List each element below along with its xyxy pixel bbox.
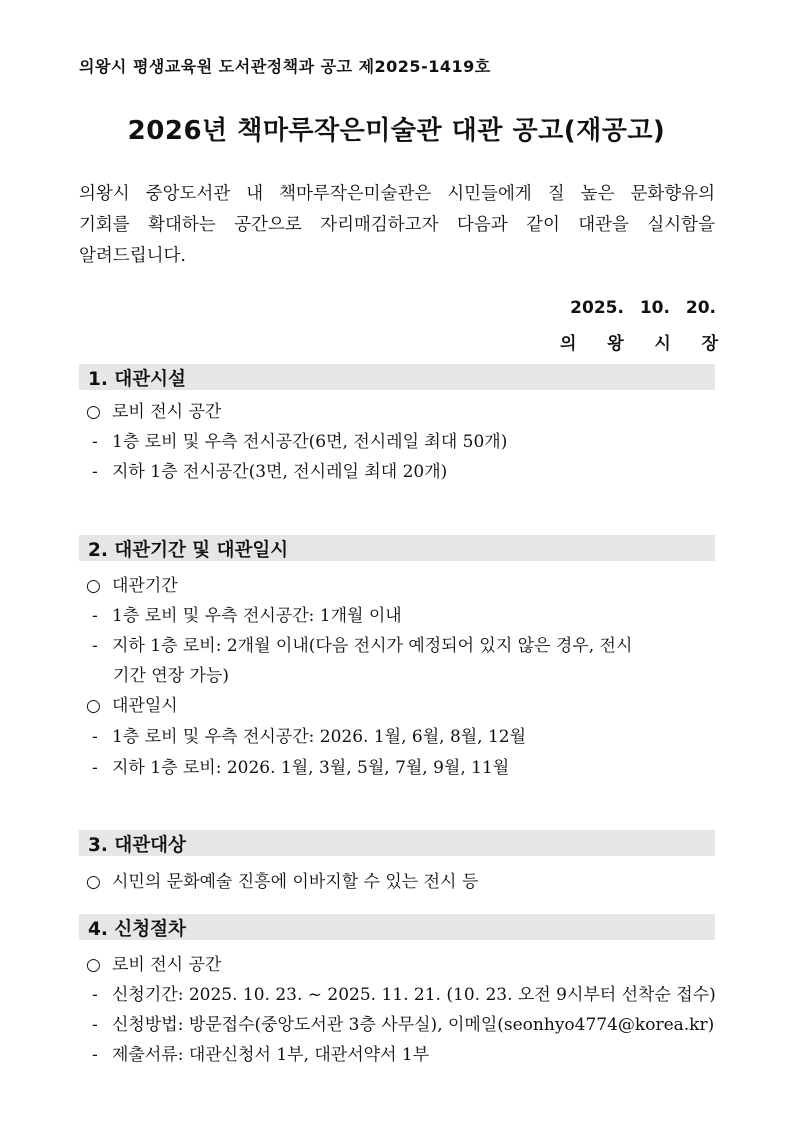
intro-line: 의왕시 중앙도서관 내 책마루작은미술관은 시민들에게 질 높은 문화향유의 <box>79 184 715 204</box>
section-heading <box>79 830 715 856</box>
sub-item <box>92 726 526 748</box>
item-text: 1층 로비 및 우측 전시공간: 2026. 1월, 6월, 8월, 12월 <box>112 727 527 747</box>
circle-bullet-icon: ○ <box>86 402 101 422</box>
bullet-item <box>86 575 178 597</box>
section-title: 1. 대관시설 <box>88 369 186 390</box>
item-text: 신청기간: 2025. 10. 23. ~ 2025. 11. 21. (10. 23. 오전 9시부터 선착순 접수) <box>112 985 716 1005</box>
document-title: 2026년 책마루작은미술관 대관 공고(재공고) <box>127 116 666 146</box>
dash-bullet-icon: - <box>92 432 98 452</box>
circle-bullet-icon: ○ <box>86 696 101 716</box>
dash-bullet-icon: - <box>92 758 98 778</box>
section-heading <box>79 535 715 561</box>
item-text: 1층 로비 및 우측 전시공간: 1개월 이내 <box>112 606 402 626</box>
section-title: 3. 대관대상 <box>88 835 186 856</box>
bullet-item <box>86 871 478 893</box>
item-text: 시민의 문화예술 진흥에 이바지할 수 있는 전시 등 <box>112 872 479 892</box>
sub-item <box>92 1014 714 1036</box>
dash-bullet-icon: - <box>92 606 98 626</box>
bullet-item <box>86 695 178 717</box>
sub-item <box>92 461 447 483</box>
section-title: 2. 대관기간 및 대관일시 <box>88 540 289 561</box>
circle-bullet-icon: ○ <box>86 576 101 596</box>
bullet-item <box>86 401 221 423</box>
item-text: 대관일시 <box>112 696 178 716</box>
item-text: 제출서류: 대관신청서 1부, 대관서약서 1부 <box>112 1045 430 1065</box>
sub-item <box>92 605 402 627</box>
sub-item <box>92 757 509 779</box>
circle-bullet-icon: ○ <box>86 955 101 975</box>
bullet-item <box>86 954 221 976</box>
notice-date: 2025. 10. 20. <box>570 298 716 318</box>
signer: 의 왕 시 장 <box>560 334 718 354</box>
section-heading <box>79 914 715 940</box>
circle-bullet-icon: ○ <box>86 872 101 892</box>
section-title: 4. 신청절차 <box>88 919 186 940</box>
item-text: 지하 1층 로비: 2026. 1월, 3월, 5월, 7월, 9월, 11월 <box>112 758 510 778</box>
dash-bullet-icon: - <box>92 1015 98 1035</box>
dash-bullet-icon: - <box>92 462 98 482</box>
intro-line: 기회를 확대하는 공간으로 자리매김하고자 다음과 같이 대관을 실시함을 <box>79 215 715 235</box>
item-text: 로비 전시 공간 <box>112 402 222 422</box>
dash-bullet-icon: - <box>92 727 98 747</box>
section-heading <box>79 364 715 390</box>
dash-bullet-icon: - <box>92 636 98 656</box>
item-text: 지하 1층 전시공간(3면, 전시레일 최대 20개) <box>112 462 448 482</box>
sub-item <box>92 1044 429 1066</box>
item-text: 로비 전시 공간 <box>112 955 222 975</box>
item-text: 신청방법: 방문접수(중앙도서관 3층 사무실), 이메일(seonhyo4774@korea.kr) <box>112 1015 715 1035</box>
sub-item-continuation: 기간 연장 가능) <box>113 666 229 686</box>
sub-item <box>92 984 716 1006</box>
intro-line: 알려드립니다. <box>79 246 186 266</box>
item-text: 지하 1층 로비: 2개월 이내(다음 전시가 예정되어 있지 않은 경우, 전시 <box>112 636 633 656</box>
notice-number: 의왕시 평생교육원 도서관정책과 공고 제2025-1419호 <box>79 57 491 76</box>
sub-item <box>92 431 507 453</box>
dash-bullet-icon: - <box>92 1045 98 1065</box>
intro-paragraph <box>79 179 715 272</box>
item-text: 대관기간 <box>112 576 178 596</box>
item-text: 1층 로비 및 우측 전시공간(6면, 전시레일 최대 50개) <box>112 432 508 452</box>
dash-bullet-icon: - <box>92 985 98 1005</box>
sub-item <box>92 635 632 657</box>
